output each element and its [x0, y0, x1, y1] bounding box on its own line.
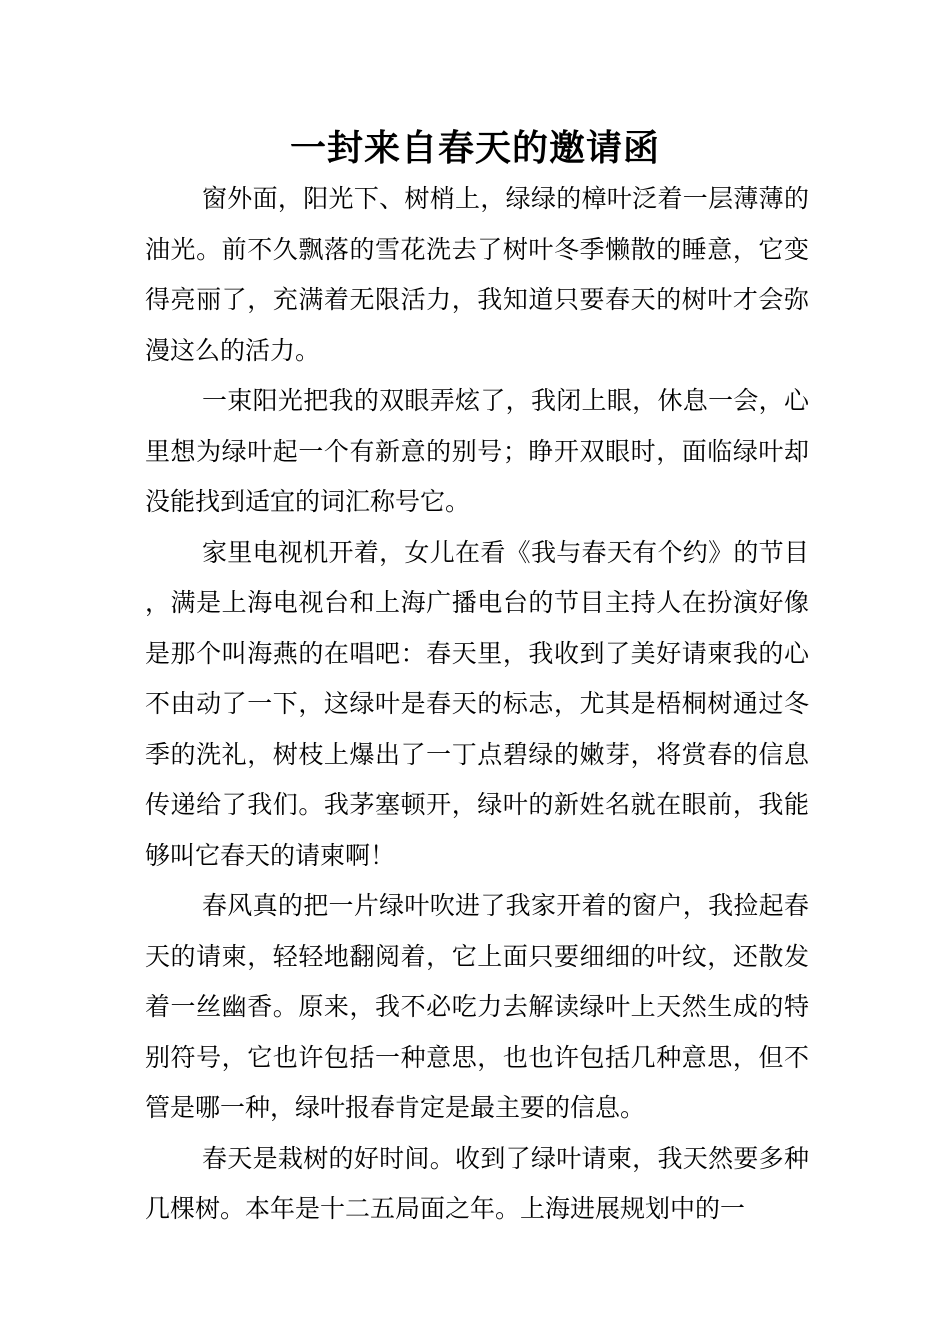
document-title: 一封来自春天的邀请函: [289, 128, 660, 169]
paragraph: 春风真的把一片绿叶吹进了我家开着的窗户，我捡起春天的请柬，轻轻地翻阅着，它上面只要细细的叶纹，还散发着一丝幽香。原来，我不必吃力去解读绿叶上天然生成的特别符号，它也许包括一种意思，也也许包括几种意思，但不管是哪一种，绿叶报春肯定是最主要的信息。: [145, 891, 809, 1122]
document-body: [145, 174, 809, 1235]
paragraph: 窗外面，阳光下、树梢上，绿绿的樟叶泛着一层薄薄的油光。前不久飘落的雪花洗去了树叶冬季懒散的睡意，它变得亮丽了，充满着无限活力，我知道只要春天的树叶才会弥漫这么的活力。: [145, 184, 809, 365]
paragraph: 家里电视机开着，女儿在看《我与春天有个约》的节目，满是上海电视台和上海广播电台的节目主持人在扮演好像是那个叫海燕的在唱吧：春天里，我收到了美好请柬我的心不由动了一下，这绿叶是春天的标志，尤其是梧桐树通过冬季的洗礼，树枝上爆出了一丁点碧绿的嫩芽，将赏春的信息传递给了我们。我茅塞顿开，绿叶的新姓名就在眼前，我能够叫它春天的请柬啊！: [145, 537, 809, 870]
paragraph: 一束阳光把我的双眼弄炫了，我闭上眼，休息一会，心里想为绿叶起一个有新意的别号；睁开双眼时，面临绿叶却没能找到适宜的词汇称号它。: [145, 386, 809, 516]
paragraph: 春天是栽树的好时间。收到了绿叶请柬，我天然要多种几棵树。本年是十二五局面之年。上海进展规划中的一: [145, 1143, 809, 1223]
